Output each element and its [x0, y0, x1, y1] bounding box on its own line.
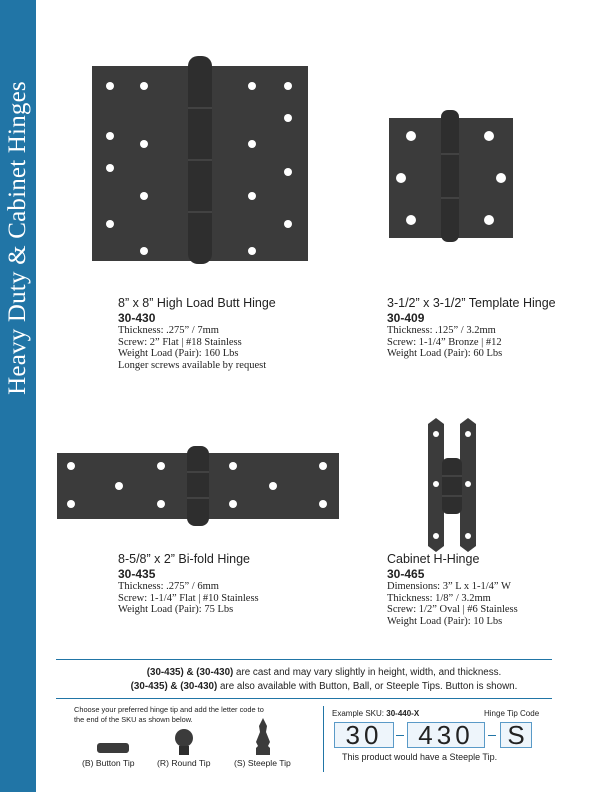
product-sku: 30-465	[387, 567, 425, 581]
product-spec: Dimensions: 3” L x 1-1/4” W	[387, 581, 511, 592]
cabinet-h-hinge-image	[424, 418, 480, 552]
tip-label-button: (B) Button Tip	[82, 758, 135, 768]
product-spec: Screw: 1-1/4” Bronze | #12	[387, 336, 502, 348]
butt-hinge-8x8-image	[92, 56, 308, 266]
product-spec: Weight Load (Pair): 10 Lbs	[387, 615, 503, 627]
sku-box-tip: S	[500, 722, 532, 748]
product-name: 8” x 8” High Load Butt Hinge	[118, 296, 276, 310]
tip-code-label: Hinge Tip Code	[484, 709, 540, 718]
product-spec: Thickness: .275” / 7mm	[118, 325, 219, 336]
product-spec: Weight Load (Pair): 75 Lbs	[118, 604, 234, 616]
product-sku: 30-435	[118, 567, 156, 581]
sku-box-model: 430	[407, 722, 485, 748]
bifold-hinge-image	[57, 446, 339, 526]
sku-box-series: 30	[334, 722, 394, 748]
tip-label-steeple: (S) Steeple Tip	[234, 758, 291, 768]
product-sku: 30-409	[387, 311, 425, 325]
product-name: 8-5/8” x 2” Bi-fold Hinge	[118, 552, 251, 566]
tip-instructions: Choose your preferred hinge tip and add the letter code to the end of the SKU as shown below.	[74, 705, 264, 724]
product-spec: Screw: 1/2” Oval | #6 Stainless	[387, 604, 518, 616]
product-name: Cabinet H-Hinge	[387, 552, 480, 566]
sku-dash	[488, 735, 496, 736]
product-spec: Thickness: .275” / 6mm	[118, 581, 219, 592]
product-30-435	[118, 552, 348, 616]
sidebar-band	[0, 0, 36, 792]
product-name: 3-1/2” x 3-1/2” Template Hinge	[387, 296, 556, 310]
product-30-409	[387, 296, 602, 360]
product-spec: Screw: 2” Flat | #18 Stainless	[118, 336, 242, 348]
cast-note: (30-435) & (30-430) are cast and may vary slightly in height, width, and thickness.	[146, 667, 502, 678]
product-30-430	[118, 296, 348, 371]
steeple-tip-icon	[254, 718, 272, 756]
tip-label-round: (R) Round Tip	[157, 758, 211, 768]
product-30-465	[387, 552, 602, 627]
product-spec: Weight Load (Pair): 60 Lbs	[387, 348, 503, 360]
divider-bottom	[56, 698, 552, 699]
product-spec: Thickness: 1/8” / 3.2mm	[387, 592, 491, 604]
product-spec: Screw: 1-1/4” Flat | #10 Stainless	[118, 592, 259, 604]
template-hinge-image	[389, 110, 513, 242]
example-sku-label: Example SKU: 30-440-X	[332, 709, 420, 718]
example-caption: This product would have a Steeple Tip.	[342, 752, 498, 762]
product-spec: Thickness: .125” / 3.2mm	[387, 325, 496, 336]
divider-top	[56, 659, 552, 660]
tip-availability-note: (30-435) & (30-430) are also available with Button, Ball, or Steeple Tips. Button is shown.	[130, 681, 518, 692]
sku-dash	[396, 735, 404, 736]
divider-vertical	[323, 706, 324, 772]
button-tip-icon	[96, 741, 130, 755]
product-spec: Weight Load (Pair): 160 Lbs	[118, 348, 239, 360]
round-tip-icon	[174, 728, 194, 756]
product-spec: Longer screws available by request	[118, 359, 267, 371]
sidebar-title: Heavy Duty & Cabinet Hinges	[4, 81, 31, 395]
product-sku: 30-430	[118, 311, 156, 325]
